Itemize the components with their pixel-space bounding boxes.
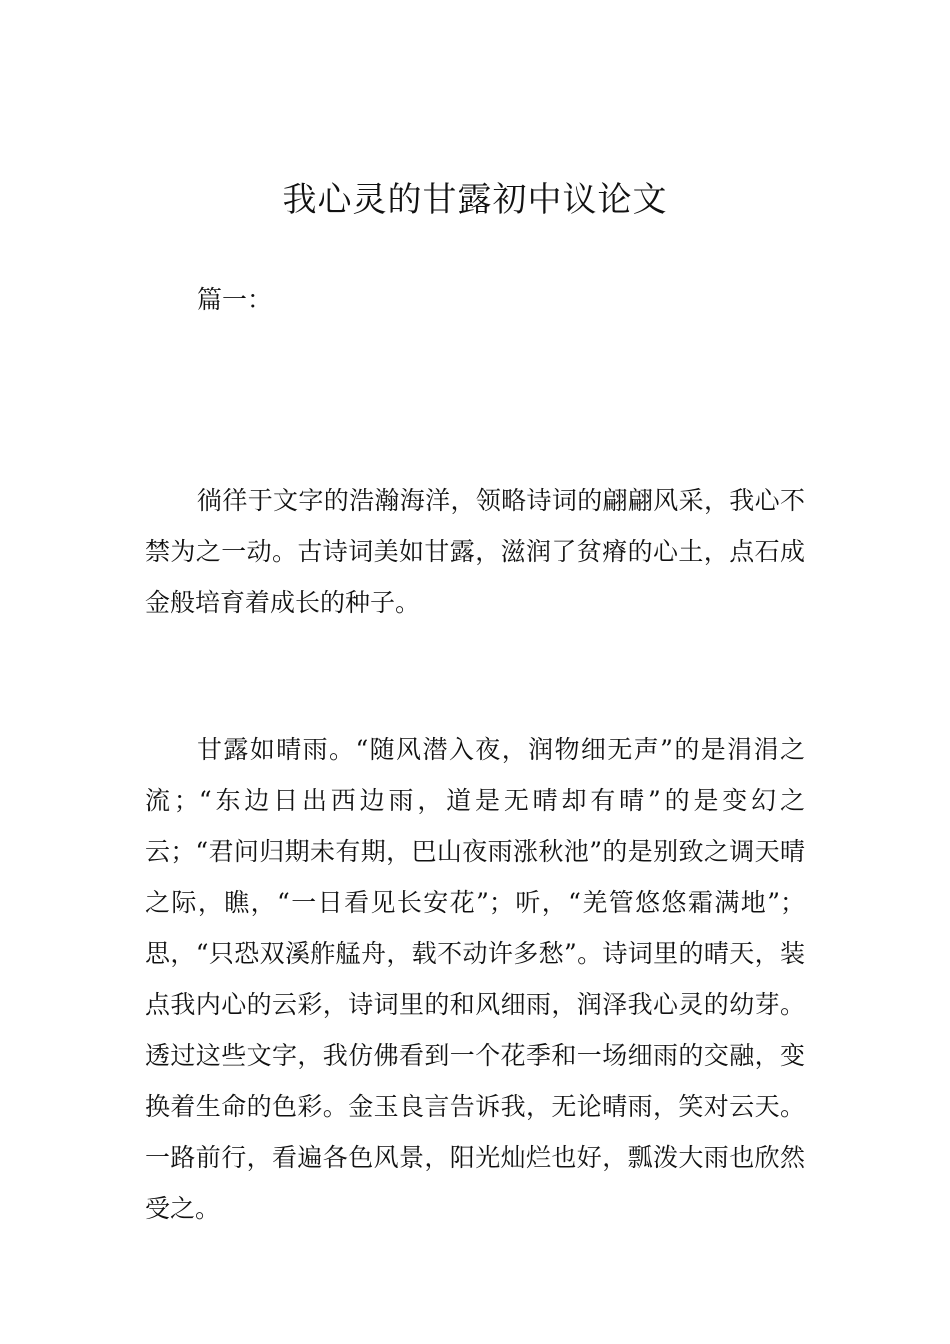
paragraph-1: 徜徉于文字的浩瀚海洋，领略诗词的翩翩风采，我心不禁为之一动。古诗词美如甘露，滋润了贫瘠的心土，点石成金般培育着成长的种子。 <box>145 486 805 617</box>
paragraph-2: 甘露如晴雨。“随风潜入夜，润物细无声”的是涓涓之流；“东边日出西边雨，道是无晴却有晴”的是变幻之云；“君问归期未有期，巴山夜雨涨秋池”的是别致之调天晴之际，瞧，“一日看见长安花”；听，“羌管悠悠霜满地”；思，“只恐双溪舴艋舟，载不动许多愁”。诗词里的晴天，装点我内心的云彩，诗词里的和风细雨，润泽我心灵的幼芽。透过这些文字，我仿佛看到一个花季和一场细雨的交融，变换着生命的色彩。金玉良言告诉我，无论晴雨，笑对云天。一路前行，看遍各色风景，阳光灿烂也好，瓢泼大雨也欣然受之。 <box>145 735 805 1223</box>
document-title: 我心灵的甘露初中议论文 <box>282 180 668 220</box>
section-label: 篇一： <box>197 285 273 314</box>
